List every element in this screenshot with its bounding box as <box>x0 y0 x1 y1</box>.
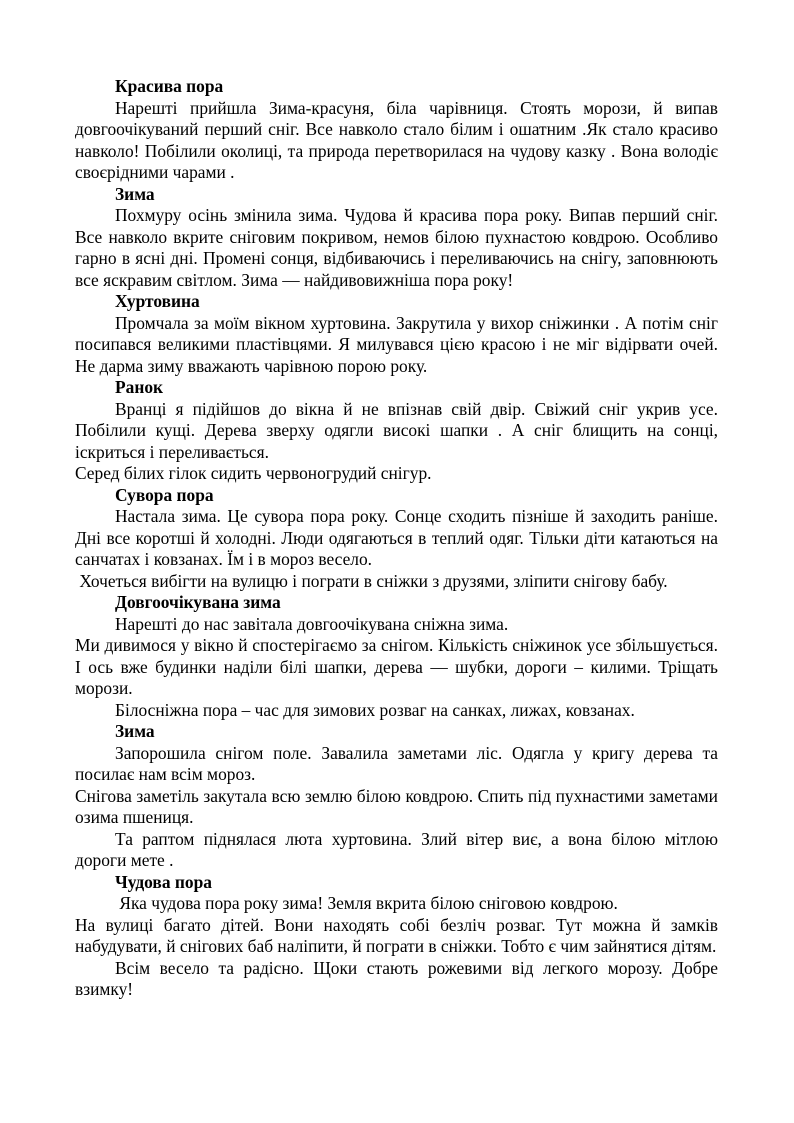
section-ranok <box>75 377 718 485</box>
document-page <box>75 76 718 1001</box>
section-heading: Зима <box>115 183 155 204</box>
section-heading: Сувора пора <box>115 484 214 505</box>
section-khurtovyna <box>75 291 718 377</box>
section-dovhoochikuvana-zyma <box>75 592 718 721</box>
paragraph: Яка чудова пора року зима! Земля вкрита білою сніговою ковдрою. <box>115 893 618 913</box>
paragraph: Білосніжна пора – час для зимових розваг на санках, лижах, ковзанах. <box>115 699 635 720</box>
paragraph: Снігова заметіль закутала всю землю білою ковдрою. Спить під пухнастими заметами озима пшениця. <box>75 785 718 827</box>
section-chudova-pora <box>75 872 718 1001</box>
section-heading: Зима <box>115 721 155 741</box>
section-krasyva-pora <box>75 76 718 184</box>
section-suvora-pora <box>75 485 718 593</box>
section-zyma-2 <box>75 721 718 872</box>
paragraph: Та раптом піднялася люта хуртовина. Злий вітер виє, а вона білою мітлою дороги мете . <box>75 828 718 870</box>
section-heading: Красива пора <box>115 76 224 96</box>
section-heading: Ранок <box>115 377 164 397</box>
paragraph: Похмуру осінь змінила зима. Чудова й красива пора року. Випав перший сніг. Все навколо вкрите сніговим покривом, немов білою пухнастою ковдрою. Особливо гарно в ясні дні. Промені сонця, відбиваючись і переливаючись на снігу, заповнюють все яскравим світлом. Зима — найдивовижніша пора року! <box>75 205 718 290</box>
section-heading: Чудова пора <box>115 871 212 892</box>
paragraph: Настала зима. Це сувора пора року. Сонце сходить пізніше й заходить раніше. Дні все коротші й холодні. Люди одягаються в теплий одяг. Тільки діти катаються на санчатах і ковзанах. Їм і в мороз весело. <box>75 506 718 569</box>
paragraph: Всім весело та радісно. Щоки стають рожевими від легкого морозу. Добре взимку! <box>75 957 718 999</box>
paragraph: Ми дивимося у вікно й спостерігаємо за снігом. Кількість сніжинок усе збільшується. І ось вже будинки наділи білі шапки, дерева — шубки, дороги – килими. Тріщать морози. <box>75 635 718 698</box>
paragraph: Серед білих гілок сидить червоногрудий снігур. <box>75 463 432 483</box>
section-heading: Довгоочікувана зима <box>115 592 281 612</box>
section-heading: Хуртовина <box>115 291 200 311</box>
paragraph: Хочеться вибігти на вулицю і пограти в сніжки з друзями, зліпити снігову бабу. <box>75 570 668 591</box>
paragraph: На вулиці багато дітей. Вони находять собі безліч розваг. Тут можна й замків набудувати, й снігових баб наліпити, й пограти в сніжки. Тобто є чим зайнятися дітям. <box>75 914 718 956</box>
paragraph: Запорошила снігом поле. Завалила заметами ліс. Одягла у кригу дерева та посилає нам всім мороз. <box>75 742 718 784</box>
paragraph: Нарешті до нас завітала довгоочікувана сніжна зима. <box>115 613 509 634</box>
section-zyma <box>75 184 718 292</box>
paragraph: Промчала за моїм вікном хуртовина. Закрутила у вихор сніжинки . А потім сніг посипався великими пластівцями. Я милувався цією красою і не міг відірвати очей. Не дарма зиму вважають чарівною порою року. <box>75 312 718 376</box>
paragraph: Нарешті прийшла Зима-красуня, біла чарівниця. Стоять морози, й випав довгоочікуваний перший сніг. Все навколо стало білим і ошатним .Як стало красиво навколо! Побілили околиці, та природа перетворилася на чудову казку . Вона володіє своєрідними чарами . <box>75 97 718 182</box>
paragraph: Вранці я підійшов до вікна й не впізнав свій двір. Свіжий сніг укрив усе. Побілили кущі. Дерева зверху одягли високі шапки . А сніг блищить на сонці, іскриться і переливається. <box>75 398 718 462</box>
